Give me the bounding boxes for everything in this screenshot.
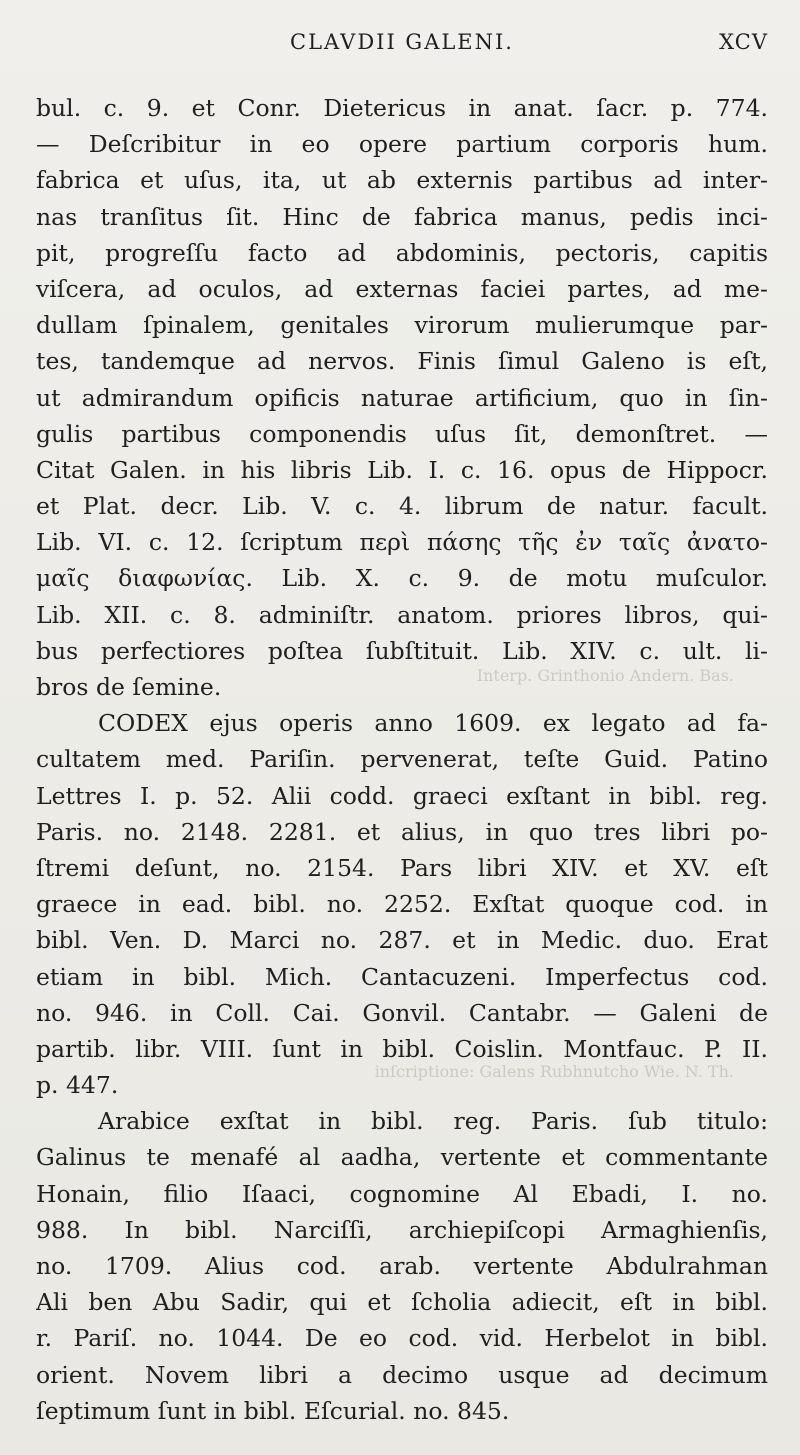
- text-line: no. 946. in Coll. Cai. Gonvil. Cantabr. — Galeni de: [36, 998, 768, 1027]
- text-line: etiam in bibl. Mich. Cantacuzeni. Imperfectus cod.: [36, 962, 768, 991]
- bleed-through-text: Interp. Grinthonio Andern. Bas.: [476, 666, 734, 685]
- text-line: orient. Novem libri a decimo usque ad decimum: [36, 1360, 768, 1389]
- text-line: — Deſcribitur in eo opere partium corporis hum.: [36, 130, 768, 159]
- text-line: graece in ead. bibl. no. 2252. Exſtat quoque cod. in: [36, 890, 768, 919]
- text-line: Paris. no. 2148. 2281. et alius, in quo tres libri po-: [36, 817, 768, 846]
- text-line: viſcera, ad oculos, ad externas faciei partes, ad me-: [36, 274, 768, 303]
- page-number: XCV: [719, 30, 768, 54]
- text-line: et Plat. decr. Lib. V. c. 4. librum de natur. facult.: [36, 492, 768, 521]
- text-line: fabrica et uſus, ita, ut ab externis partibus ad inter-: [36, 166, 768, 195]
- text-line: Galinus te menafé al aadha, vertente et commentante: [36, 1143, 768, 1172]
- text-line: Lettres I. p. 52. Alii codd. graeci exſtant in bibl. reg.: [36, 781, 768, 810]
- text-line: Honain, filio Iſaaci, cognomine Al Ebadi, I. no.: [36, 1179, 768, 1208]
- running-head: [36, 0, 768, 90]
- text-line: bibl. Ven. D. Marci no. 287. et in Medic. duo. Erat: [36, 926, 768, 955]
- text-line: ut admirandum opificis naturae artificium, quo in ſin-: [36, 383, 768, 412]
- text-line: Citat Galen. in his libris Lib. I. c. 16. opus de Hippocr.: [36, 455, 768, 484]
- text-line: dullam ſpinalem, genitales virorum mulierumque par-: [36, 311, 768, 340]
- text-line: 988. In bibl. Narciſſi, archiepiſcopi Armaghienſis,: [36, 1215, 768, 1244]
- paragraph-arabic: [36, 1103, 768, 1429]
- text-line: ſeptimum ſunt in bibl. Eſcurial. no. 845.: [36, 1396, 510, 1425]
- text-line: partib. libr. VIII. ſunt in bibl. Coislin. Montfauc. P. II.: [36, 1034, 768, 1063]
- text-line: r. Pariſ. no. 1044. De eo cod. vid. Herbelot in bibl.: [36, 1324, 768, 1353]
- paragraph-codex: [36, 705, 768, 1103]
- text-line: nas tranſitus ſit. Hinc de fabrica manus, pedis inci-: [36, 202, 768, 231]
- running-title: CLAVDII GALENI.: [290, 30, 514, 54]
- text-line: μαῖς διαφωνίας. Lib. X. c. 9. de motu muſculor.: [36, 564, 768, 593]
- text-line: no. 1709. Alius cod. arab. vertente Abdulrahman: [36, 1252, 768, 1280]
- text-line: bros de ſemine.: [36, 673, 222, 701]
- text-line: pit, progreſſu facto ad abdominis, pectoris, capitis: [36, 238, 768, 267]
- body-text: [36, 90, 768, 1429]
- text-line: ſtremi deſunt, no. 2154. Pars libri XIV. et XV. eſt: [36, 853, 768, 882]
- text-line: Ali ben Abu Sadir, qui et ſcholia adiecit, eſt in bibl.: [36, 1288, 768, 1317]
- text-line: bus perfectiores poſtea ſubſtituit. Lib. XIV. c. ult. li-: [36, 636, 768, 665]
- text-line: Lib. VI. c. 12. ſcriptum περὶ πάσης τῆς ἐν ταῖς ἀνατο-: [36, 528, 768, 557]
- text-line: CODEX ejus operis anno 1609. ex legato ad fa-: [98, 709, 768, 738]
- text-line: Arabice exſtat in bibl. reg. Paris. ſub titulo:: [98, 1107, 768, 1136]
- text-line: cultatem med. Pariſin. pervenerat, teſte Guid. Patino: [36, 745, 768, 774]
- text-line: gulis partibus componendis uſus ſit, demonſtret. —: [36, 419, 768, 448]
- paragraph-anatomy: [36, 90, 768, 705]
- text-line: Lib. XII. c. 8. adminiſtr. anatom. priores libros, qui-: [36, 600, 768, 629]
- text-line: p. 447.: [36, 1071, 119, 1100]
- text-line: bul. c. 9. et Conr. Dietericus in anat. ſacr. p. 774.: [36, 94, 768, 122]
- text-line: tes, tandemque ad nervos. Finis ſimul Galeno is eſt,: [36, 347, 768, 376]
- bleed-through-text: inſcriptione: Galens Rubhnutcho Wie. N. Th.: [374, 1062, 734, 1081]
